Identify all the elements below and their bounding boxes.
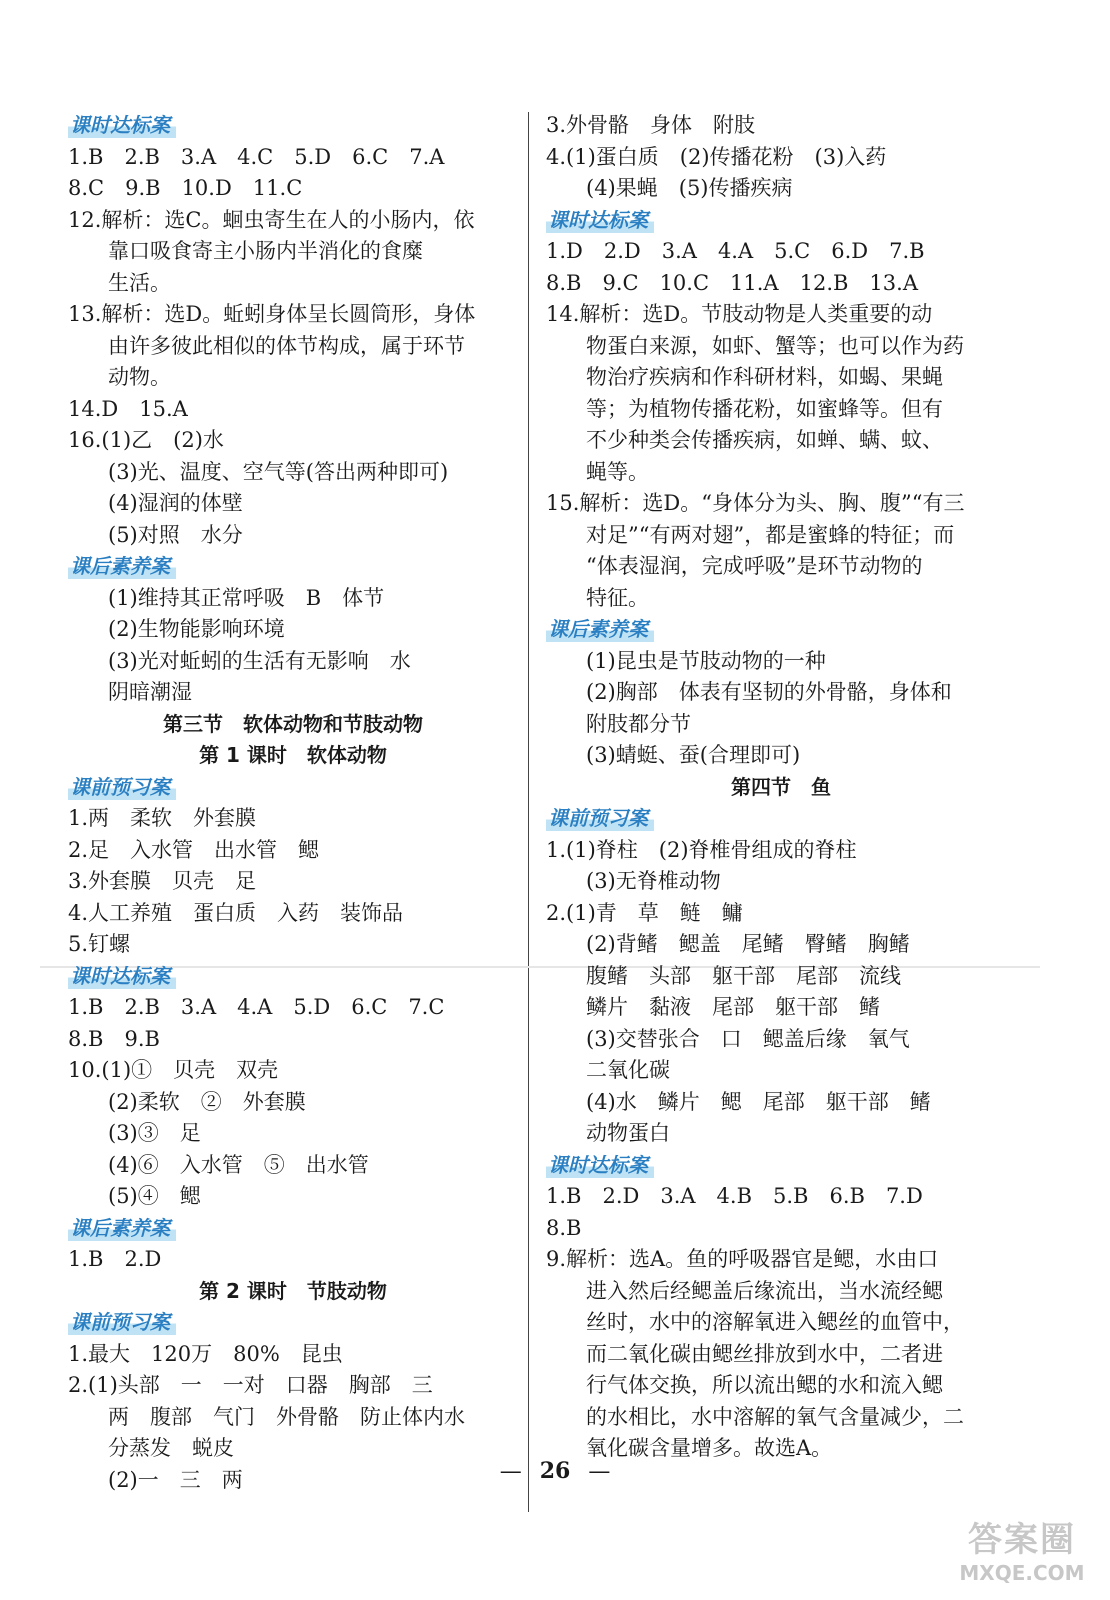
explanation-line: 2.(1)头部 一 一对 口器 胸部 三 <box>68 1373 433 1397</box>
answer-explanation <box>68 1370 518 1465</box>
explanation-line: 物蛋白来源，如虾、蟹等；也可以作为药 <box>586 333 964 358</box>
watermark-logo <box>952 1512 1092 1592</box>
answer-line: 附肢都分节 <box>586 711 691 736</box>
answer-line: (2)生物能影响环境 <box>108 617 285 641</box>
explanation-line: 由许多彼此相似的体节构成，属于环节 <box>108 333 465 358</box>
explanation-line: 生活。 <box>108 270 171 295</box>
answer-line: 1.B 2.B 3.A 4.A 5.D 6.C 7.C <box>68 995 445 1019</box>
section-heading: 课后素养案 <box>546 616 654 642</box>
explanation-line: “体表湿润，完成呼吸”是环节动物的 <box>586 554 923 578</box>
answer-line: (1)维持其正常呼吸 B 体节 <box>108 585 385 610</box>
answer-line: (2)柔软 ② 外套膜 <box>108 1089 306 1114</box>
section-heading-wrap <box>546 205 1016 237</box>
answer-line: (2)背鳍 鳃盖 尾鳍 臀鳍 胸鳍 <box>586 932 910 956</box>
answer-explanation <box>546 299 1016 488</box>
answer-line: (4)湿润的体壁 <box>108 491 243 515</box>
answer-line: 1.D 2.D 3.A 4.A 5.C 6.D 7.B <box>546 239 925 263</box>
section-heading-wrap <box>68 110 518 142</box>
left-column <box>68 110 518 1496</box>
explanation-line: 特征。 <box>586 585 649 610</box>
answer-line: 3.外骨骼 身体 附肢 <box>546 113 756 137</box>
section-heading-wrap <box>68 772 518 804</box>
section-heading: 课时达标案 <box>546 1152 654 1178</box>
answer-line: 动物蛋白 <box>586 1121 670 1145</box>
section-title: 第三节 软体动物和节肢动物 <box>163 711 423 736</box>
answer-explanation <box>546 1244 1016 1465</box>
answer-line: 8.B 9.B <box>68 1026 160 1051</box>
answer-line: (1)昆虫是节肢动物的一种 <box>586 648 826 673</box>
answer-line: 10.(1)① 贝壳 双壳 <box>68 1058 279 1082</box>
explanation-line: 两 腹部 气门 外骨骼 防止体内水 <box>108 1404 465 1429</box>
watermark-url: MXQE.COM <box>959 1561 1085 1585</box>
answer-line: (4)果蝇 (5)传播疾病 <box>586 176 793 200</box>
explanation-line: 而二氧化碳由鳃丝排放到水中，二者进 <box>586 1341 943 1366</box>
section-title: 第 2 课时 节肢动物 <box>199 1278 387 1303</box>
answer-line: 8.C 9.B 10.D 11.C <box>68 176 303 200</box>
answer-line: (2)一 三 两 <box>108 1467 243 1492</box>
answer-line: 1.最大 120万 80% 昆虫 <box>68 1341 343 1366</box>
section-heading: 课前预习案 <box>68 774 176 800</box>
page-number-value: 26 <box>539 1458 571 1484</box>
answer-line: (3)交替张合 口 鳃盖后缘 氧气 <box>586 1026 910 1051</box>
explanation-line: 13.解析：选D。蚯蚓身体呈长圆筒形，身体 <box>68 302 476 326</box>
answer-line: (5)④ 鳃 <box>108 1184 201 1208</box>
section-heading-wrap <box>546 1150 1016 1182</box>
answer-line: 二氧化碳 <box>586 1058 670 1082</box>
explanation-line: 丝时，水中的溶解氧进入鳃丝的血管中， <box>586 1310 964 1334</box>
page-number: — 26 — <box>499 1458 611 1484</box>
answer-line: 8.B <box>546 1215 582 1240</box>
section-heading: 课后素养案 <box>68 1215 176 1241</box>
explanation-line: 蝇等。 <box>586 459 649 484</box>
explanation-line: 不少种类会传播疾病，如蝉、螨、蚊、 <box>586 428 943 452</box>
answer-line: (3)③ 足 <box>108 1121 201 1145</box>
watermark-logo-text: 答案圈 <box>968 1520 1076 1560</box>
explanation-line: 的水相比，水中溶解的氧气含量减少，二 <box>586 1404 964 1429</box>
section-title: 第四节 鱼 <box>731 774 831 799</box>
answer-line: 4.(1)蛋白质 (2)传播花粉 (3)入药 <box>546 144 887 169</box>
answer-line: 2.足 入水管 出水管 鳃 <box>68 837 320 862</box>
answer-line: (3)无脊椎动物 <box>586 869 721 893</box>
section-heading: 课前预习案 <box>68 1309 176 1335</box>
explanation-line: 9.解析：选A。鱼的呼吸器官是鳃，水由口 <box>546 1247 939 1271</box>
answer-line: 1.B 2.D <box>68 1247 162 1271</box>
answer-line: 8.B 9.C 10.C 11.A 12.B 13.A <box>546 270 918 295</box>
answer-line: (3)光、温度、空气等(答出两种即可) <box>108 459 449 484</box>
answer-line: (4)⑥ 入水管 ⑤ 出水管 <box>108 1152 369 1177</box>
section-heading-wrap <box>546 614 1016 646</box>
explanation-line: 15.解析：选D。“身体分为头、胸、腹”“有三 <box>546 491 965 515</box>
explanation-line: 行气体交换，所以流出鳃的水和流入鳃 <box>586 1373 943 1397</box>
section-heading-wrap <box>68 551 518 583</box>
explanation-line: 等；为植物传播花粉，如蜜蜂等。但有 <box>586 396 943 421</box>
answer-explanation <box>68 205 518 300</box>
answer-line: (2)胸部 体表有坚韧的外骨骼，身体和 <box>586 680 952 704</box>
explanation-line: 12.解析：选C。蛔虫寄生在人的小肠内，依 <box>68 207 475 232</box>
answer-line: (5)对照 水分 <box>108 522 243 547</box>
section-heading-wrap <box>546 803 1016 835</box>
section-heading: 课时达标案 <box>546 207 654 233</box>
explanation-line: 14.解析：选D。节肢动物是人类重要的动 <box>546 302 933 326</box>
answer-line: 1.两 柔软 外套膜 <box>68 806 257 830</box>
section-heading-wrap <box>68 1307 518 1339</box>
answer-line: 3.外套膜 贝壳 足 <box>68 869 257 893</box>
answer-line: 1.B 2.D 3.A 4.B 5.B 6.B 7.D <box>546 1184 923 1208</box>
answer-line: 16.(1)乙 (2)水 <box>68 428 224 452</box>
right-column <box>546 110 1016 1465</box>
answer-line: (4)水 鳞片 鳃 尾部 躯干部 鳍 <box>586 1089 931 1114</box>
answer-line: 14.D 15.A <box>68 396 188 421</box>
answer-line: 鳞片 黏液 尾部 躯干部 鳍 <box>586 995 880 1019</box>
section-title: 第 1 课时 软体动物 <box>199 743 387 767</box>
explanation-line: 分蒸发 蜕皮 <box>108 1436 234 1460</box>
answer-line: (3)光对蚯蚓的生活有无影响 水 <box>108 648 411 673</box>
section-heading: 课后素养案 <box>68 553 176 579</box>
answer-line: 4.人工养殖 蛋白质 入药 装饰品 <box>68 900 404 925</box>
section-heading: 课时达标案 <box>68 963 176 989</box>
answer-line: 2.(1)青 草 鲢 鳙 <box>546 900 743 925</box>
answer-explanation <box>68 299 518 394</box>
explanation-line: 对足”“有两对翅”，都是蜜蜂的特征；而 <box>586 522 955 547</box>
explanation-line: 氧化碳含量增多。故选A。 <box>586 1436 833 1460</box>
explanation-line: 动物。 <box>108 365 171 389</box>
explanation-line: 进入然后经鳃盖后缘流出，当水流经鳃 <box>586 1278 943 1303</box>
column-divider <box>528 112 529 1512</box>
answer-explanation <box>546 488 1016 614</box>
answer-line: 5.钉螺 <box>68 932 131 956</box>
answer-line: (3)蜻蜓、蚕(合理即可) <box>586 743 801 767</box>
section-heading: 课前预习案 <box>546 805 654 831</box>
answer-line: 1.(1)脊柱 (2)脊椎骨组成的脊柱 <box>546 837 857 862</box>
section-heading-wrap <box>68 1213 518 1245</box>
explanation-line: 靠口吸食寄主小肠内半消化的食糜 <box>108 239 423 263</box>
section-heading-wrap <box>68 961 518 993</box>
answer-line: 1.B 2.B 3.A 4.C 5.D 6.C 7.A <box>68 144 445 169</box>
answer-line: 腹鳍 头部 躯干部 尾部 流线 <box>586 963 901 988</box>
answer-line: 阴暗潮湿 <box>108 680 192 704</box>
explanation-line: 物治疗疾病和作科研材料，如蝎、果蝇 <box>586 365 943 389</box>
section-heading: 课时达标案 <box>68 112 176 138</box>
